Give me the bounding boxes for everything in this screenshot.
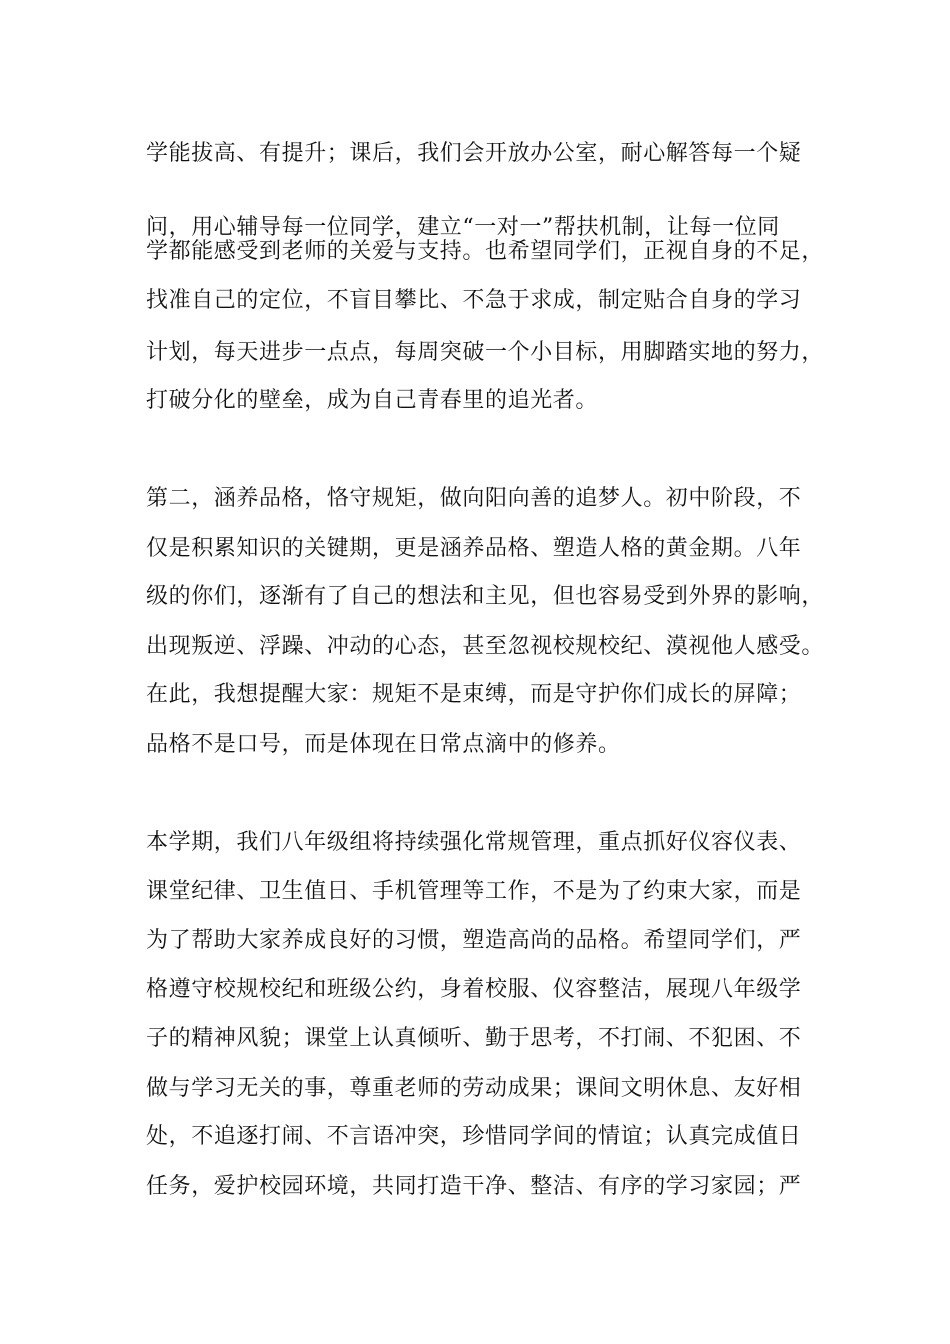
text-line: 任务，爱护校园环境，共同打造干净、整洁、有序的学习家园；严: [146, 1174, 802, 1199]
text-line: 仅是积累知识的关键期，更是涵养品格、塑造人格的黄金期。八年: [146, 536, 802, 561]
text-line: 处，不追逐打闹、不言语冲突，珍惜同学间的情谊；认真完成值日: [146, 1124, 802, 1149]
text-line: 品格不是口号，而是体现在日常点滴中的修养。: [146, 732, 621, 757]
text-line: 做与学习无关的事，尊重老师的劳动成果；课间文明休息、友好相: [146, 1076, 802, 1101]
text-line: 问，用心辅导每一位同学，建立“一对一”帮扶机制，让每一位同: [146, 215, 780, 240]
text-line: 级的你们，逐渐有了自己的想法和主见，但也容易受到外界的影响，: [146, 584, 825, 609]
text-line: 第二，涵养品格，恪守规矩，做向阳向善的追梦人。初中阶段，不: [146, 486, 802, 511]
text-line: 学能拔高、有提升；课后，我们会开放办公室，耐心解答每一个疑: [146, 141, 802, 166]
text-line: 找准自己的定位，不盲目攀比、不急于求成，制定贴合自身的学习: [146, 288, 802, 313]
text-line: 子的精神风貌；课堂上认真倾听、勤于思考，不打闹、不犯困、不: [146, 1026, 802, 1051]
text-line: 本学期，我们八年级组将持续强化常规管理，重点抓好仪容仪表、: [146, 830, 802, 855]
text-line: 出现叛逆、浮躁、冲动的心态，甚至忽视校规校纪、漠视他人感受。: [146, 634, 825, 659]
text-line: 课堂纪律、卫生值日、手机管理等工作，不是为了约束大家，而是: [146, 879, 802, 904]
text-line: 学都能感受到老师的关爱与支持。也希望同学们，正视自身的不足，: [146, 239, 825, 264]
text-line: 为了帮助大家养成良好的习惯，塑造高尚的品格。希望同学们，严: [146, 928, 802, 953]
text-line: 打破分化的壁垒，成为自己青春里的追光者。: [146, 388, 599, 413]
text-line: 在此，我想提醒大家：规矩不是束缚，而是守护你们成长的屏障；: [146, 682, 802, 707]
text-line: 计划，每天进步一点点，每周突破一个小目标，用脚踏实地的努力，: [146, 340, 825, 365]
text-line: 格遵守校规校纪和班级公约，身着校服、仪容整洁，展现八年级学: [146, 977, 802, 1002]
